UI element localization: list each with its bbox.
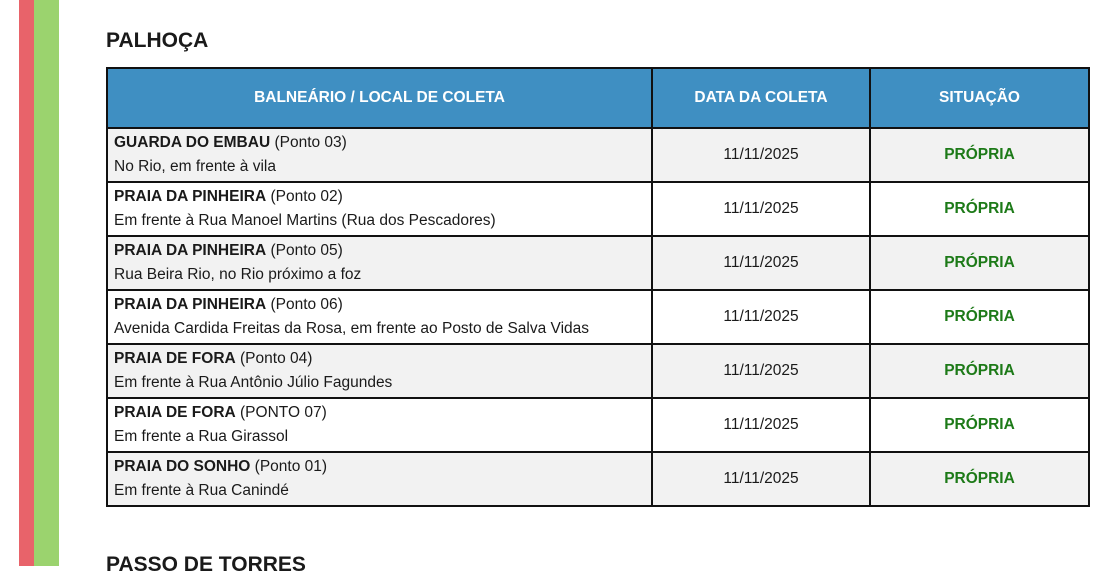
cell-data: 11/11/2025	[652, 398, 870, 452]
header-data: DATA DA COLETA	[652, 68, 870, 128]
cell-data: 11/11/2025	[652, 344, 870, 398]
header-situacao: SITUAÇÃO	[870, 68, 1089, 128]
cell-local	[107, 344, 652, 398]
cell-data: 11/11/2025	[652, 236, 870, 290]
endereco: Rua Beira Rio, no Rio próximo a foz	[114, 266, 362, 283]
cell-data: 11/11/2025	[652, 128, 870, 182]
balneario-name: PRAIA DA PINHEIRA	[114, 296, 267, 313]
balneario-name: GUARDA DO EMBAU	[114, 134, 271, 151]
table-row	[107, 452, 1089, 506]
ponto-label: (Ponto 05)	[266, 242, 343, 259]
cell-local	[107, 452, 652, 506]
endereco: Em frente à Rua Canindé	[114, 482, 289, 499]
balneario-name: PRAIA DE FORA	[114, 350, 236, 367]
endereco: Em frente à Rua Antônio Júlio Fagundes	[114, 374, 393, 391]
table-header-row	[107, 68, 1089, 128]
status-badge: PRÓPRIA	[870, 236, 1089, 290]
ponto-label: (Ponto 03)	[270, 134, 347, 151]
coletas-table	[106, 67, 1090, 507]
status-badge: PRÓPRIA	[870, 344, 1089, 398]
endereco: No Rio, em frente à vila	[114, 158, 276, 175]
status-badge: PRÓPRIA	[870, 182, 1089, 236]
ponto-label: (PONTO 07)	[235, 404, 327, 421]
cell-data: 11/11/2025	[652, 290, 870, 344]
status-badge: PRÓPRIA	[870, 452, 1089, 506]
status-badge: PRÓPRIA	[870, 398, 1089, 452]
endereco: Em frente à Rua Manoel Martins (Rua dos Pescadores)	[114, 212, 496, 229]
section-title: PALHOÇA	[106, 29, 209, 52]
balneario-name: PRAIA DA PINHEIRA	[114, 242, 267, 259]
ponto-label: (Ponto 02)	[266, 188, 343, 205]
cell-local	[107, 398, 652, 452]
status-badge: PRÓPRIA	[870, 128, 1089, 182]
table-row	[107, 344, 1089, 398]
next-section-title: PASSO DE TORRES	[106, 553, 306, 576]
ponto-label: (Ponto 06)	[266, 296, 343, 313]
balneario-name: PRAIA DA PINHEIRA	[114, 188, 267, 205]
cell-data: 11/11/2025	[652, 182, 870, 236]
ponto-label: (Ponto 04)	[235, 350, 313, 367]
endereco: Avenida Cardida Freitas da Rosa, em frente ao Posto de Salva Vidas	[114, 320, 590, 337]
ponto-label: (Ponto 01)	[250, 458, 328, 475]
cell-data: 11/11/2025	[652, 452, 870, 506]
cell-local	[107, 236, 652, 290]
table-row	[107, 182, 1089, 236]
header-local: BALNEÁRIO / LOCAL DE COLETA	[107, 68, 652, 128]
table-row	[107, 236, 1089, 290]
table-row	[107, 290, 1089, 344]
cell-local	[107, 128, 652, 182]
table-row	[107, 398, 1089, 452]
balneario-name: PRAIA DE FORA	[114, 404, 236, 421]
status-badge: PRÓPRIA	[870, 290, 1089, 344]
table-body	[107, 128, 1089, 506]
balneario-name: PRAIA DO SONHO	[114, 458, 251, 475]
cell-local	[107, 290, 652, 344]
left-green-bar	[34, 0, 59, 566]
left-red-bar	[19, 0, 34, 566]
endereco: Em frente a Rua Girassol	[114, 428, 289, 445]
table-row	[107, 128, 1089, 182]
cell-local	[107, 182, 652, 236]
